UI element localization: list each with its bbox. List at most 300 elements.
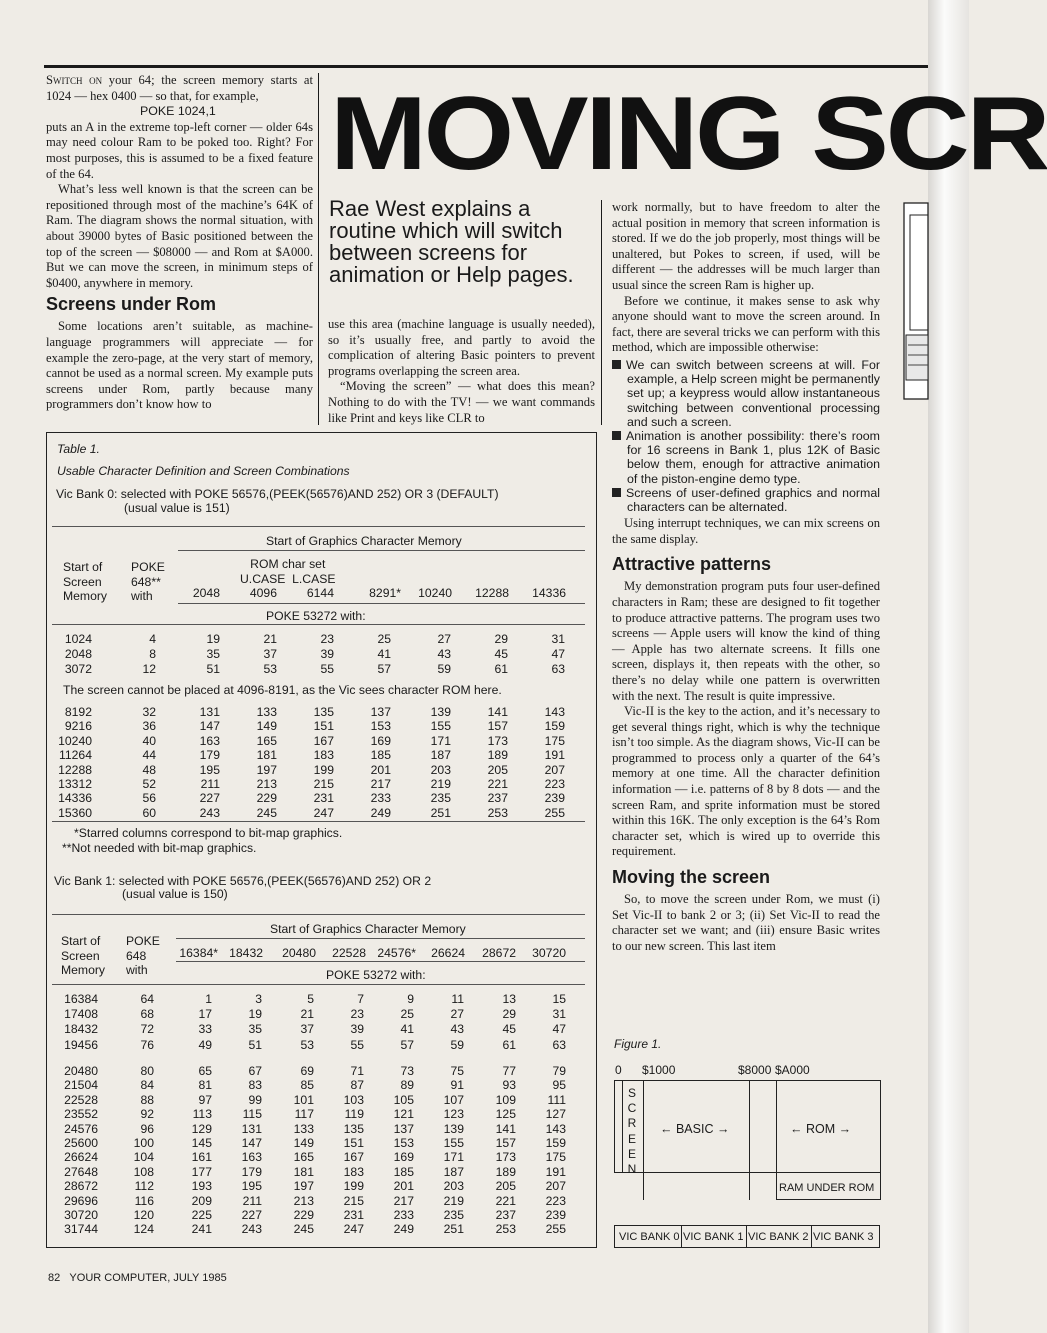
row-value: 179 (241, 1164, 262, 1179)
row-value: 29 (502, 1007, 516, 1022)
row-screen-address: 13312 (58, 777, 92, 791)
article-column-1 (46, 73, 313, 413)
row-value: 181 (293, 1164, 314, 1179)
row-value: 175 (544, 733, 565, 748)
code-line: POKE 1024,1 (140, 104, 216, 119)
row-value: 187 (430, 748, 451, 763)
column-header: 6144 (306, 586, 334, 600)
row-value: 93 (502, 1078, 516, 1093)
row-screen-address: 17408 (64, 1007, 98, 1022)
row-poke648: 112 (134, 1179, 154, 1194)
subheading: Moving the screen (612, 867, 771, 888)
row-value: 55 (350, 1037, 364, 1052)
row-value: 139 (443, 1121, 464, 1136)
bank0-note: The screen cannot be placed at 4096-8191, as the Vic sees character ROM here. (63, 683, 502, 697)
row-value: 243 (241, 1222, 262, 1237)
paragraph: use this area (machine language is usually needed), so it’s usually free, and partly to avoid the complication of altering Basic pointers to prevent programs overlapping the screen area. (328, 317, 595, 378)
row-value: 43 (450, 1022, 464, 1037)
paragraph: What’s less well known is that the screen can be repositioned through most of the machine’s 64K of Ram. The diagram shows the normal situation, with about 39000 bytes of Basic positioned between the top of the screen — $08000 — and Rom at $A000. But we can move the screen, in minimum steps of $0400, anywhere in memory. (46, 182, 313, 290)
vic-bank-2: VIC BANK 2 (748, 1231, 809, 1243)
row-poke648: 64 (140, 992, 154, 1006)
row-value: 157 (495, 1136, 516, 1150)
row-value: 85 (300, 1078, 314, 1093)
row-value: 89 (400, 1078, 414, 1093)
row-poke648: 116 (134, 1193, 154, 1208)
row-value: 213 (256, 777, 277, 791)
bank0-gfx-heading: Start of Graphics Character Memory (266, 534, 462, 548)
row-value: 79 (552, 1064, 566, 1078)
column-header: 4096 (249, 586, 277, 600)
subheading: Attractive patterns (612, 554, 772, 575)
addr-a000: $A000 (775, 1063, 810, 1077)
bullet-list (612, 358, 880, 514)
bullet-icon (612, 360, 621, 369)
row-value: 59 (450, 1037, 464, 1052)
row-screen-address: 8192 (64, 705, 92, 719)
page-number: 82 (48, 1272, 61, 1284)
column-header: 16384* (179, 946, 218, 960)
bank0-heading: Vic Bank 0: selected with POKE 56576,(PEEK(56576)AND 252) OR 3 (DEFAULT) (56, 487, 499, 501)
row-value: 37 (263, 647, 277, 662)
row-value: 245 (256, 805, 277, 820)
row-value: 7 (357, 992, 364, 1006)
row-value: 101 (293, 1092, 314, 1107)
column-header: 20480 (282, 946, 316, 960)
row-value: 205 (495, 1179, 516, 1194)
col-head-poke: POKE 648 with (126, 934, 160, 977)
row-value: 171 (430, 733, 451, 748)
row-value: 165 (293, 1150, 314, 1165)
row-value: 231 (313, 791, 334, 806)
row-screen-address: 27648 (64, 1164, 98, 1179)
row-screen-address: 21504 (64, 1078, 98, 1093)
bank1-gfx-heading: Start of Graphics Character Memory (270, 922, 466, 936)
row-value: 237 (495, 1208, 516, 1222)
row-value: 61 (494, 662, 508, 677)
row-value: 19 (206, 632, 220, 646)
row-value: 191 (544, 748, 565, 763)
row-value: 57 (400, 1037, 414, 1052)
row-screen-address: 23552 (64, 1107, 98, 1122)
row-value: 253 (487, 805, 508, 820)
paragraph: Vic-II is the key to the action, and it’s necessary to get several things right, which is why the technique isn’t too simple. As the diagram shows, Vic-II can be programmed to process only a quarter of the 64’s memory at one time. All the character definition information — i.e. patterns of 8 by 8 dots — and the screen Ram, and sprite information must be stored within this 16K. The only exception is the 64’s Rom character set, which is wired up to override this requirement. (612, 704, 880, 859)
row-screen-address: 22528 (64, 1092, 98, 1107)
row-value: 225 (191, 1208, 212, 1222)
paragraph: puts an A in the extreme top-left corner — older 64s may need colour Ram to be poked too. Right? For most purposes, this is assumed to be a fixed feature of the 64. (46, 119, 313, 181)
row-poke648: 12 (142, 662, 156, 677)
row-value: 247 (343, 1222, 364, 1237)
row-value: 159 (544, 719, 565, 734)
row-value: 151 (343, 1136, 364, 1150)
row-value: 21 (300, 1007, 314, 1022)
row-value: 233 (393, 1208, 414, 1222)
row-value: 187 (443, 1164, 464, 1179)
row-poke648: 4 (149, 632, 156, 646)
row-value: 137 (393, 1121, 414, 1136)
row-value: 189 (495, 1164, 516, 1179)
screen-label: S C R E E N (627, 1086, 637, 1177)
row-value: 233 (370, 791, 391, 806)
row-value: 45 (494, 647, 508, 662)
row-value: 29 (494, 632, 508, 646)
row-value: 3 (255, 992, 262, 1006)
row-value: 217 (393, 1193, 414, 1208)
row-value: 103 (343, 1092, 364, 1107)
row-value: 139 (430, 705, 451, 719)
row-screen-address: 20480 (64, 1064, 98, 1078)
row-poke648: 56 (142, 791, 156, 806)
row-poke648: 76 (140, 1037, 154, 1052)
row-value: 97 (198, 1092, 212, 1107)
row-value: 33 (198, 1022, 212, 1037)
row-value: 67 (248, 1064, 262, 1078)
row-screen-address: 15360 (58, 805, 92, 820)
paragraph (46, 73, 313, 104)
row-value: 229 (293, 1208, 314, 1222)
row-value: 35 (248, 1022, 262, 1037)
column-header: 2048 (192, 586, 220, 600)
row-value: 135 (313, 705, 334, 719)
row-value: 163 (199, 733, 220, 748)
row-value: 243 (199, 805, 220, 820)
row-value: 249 (370, 805, 391, 820)
row-value: 5 (307, 992, 314, 1006)
standfirst: Rae West explains a routine which will switch between screens for animation or Help pages. (329, 196, 574, 287)
row-value: 57 (377, 662, 391, 677)
row-value: 227 (199, 791, 220, 806)
row-value: 169 (393, 1150, 414, 1165)
row-value: 207 (545, 1179, 566, 1194)
row-value: 149 (256, 719, 277, 734)
column-header: 22528 (332, 946, 366, 960)
list-item: Screens of user-defined graphics and normal characters can be alternated. (612, 486, 880, 514)
row-value: 37 (300, 1022, 314, 1037)
row-value: 47 (551, 647, 565, 662)
row-value: 25 (377, 632, 391, 646)
row-value: 27 (437, 632, 451, 646)
row-value: 141 (487, 705, 508, 719)
row-value: 223 (544, 777, 565, 791)
row-value: 189 (487, 748, 508, 763)
row-poke648: 120 (133, 1208, 154, 1222)
list-item: Animation is another possibility: there’s room for 16 screens in Bank 1, plus 12K of Basic below them, enough for attractive animation of the piston-engine demo type. (612, 429, 880, 486)
paragraph: Some locations aren’t suitable, as machine-language programmers will appreciate — for example the zero-page, at the very start of memory, cannot be used as a normal screen. My example puts screens under Rom, partly because many programmers don’t know how to (46, 319, 313, 412)
row-screen-address: 26624 (64, 1150, 98, 1165)
row-value: 87 (350, 1078, 364, 1093)
row-value: 191 (545, 1164, 566, 1179)
row-value: 209 (191, 1193, 212, 1208)
row-value: 71 (350, 1064, 364, 1078)
row-value: 251 (443, 1222, 464, 1237)
row-value: 235 (430, 791, 451, 806)
row-value: 151 (313, 719, 334, 734)
table-caption: Usable Character Definition and Screen Combinations (57, 464, 350, 478)
row-value: 165 (256, 733, 277, 748)
row-value: 35 (206, 647, 220, 662)
row-value: 127 (545, 1107, 566, 1122)
row-value: 219 (443, 1193, 464, 1208)
row-value: 147 (199, 719, 220, 734)
row-value: 145 (191, 1136, 212, 1150)
row-screen-address: 1024 (64, 632, 92, 646)
row-value: 203 (443, 1179, 464, 1194)
row-value: 23 (320, 632, 334, 646)
row-value: 169 (370, 733, 391, 748)
row-value: 255 (545, 1222, 566, 1237)
row-value: 63 (551, 662, 565, 677)
bank0-usual: (usual value is 151) (124, 501, 230, 515)
row-value: 51 (206, 662, 220, 677)
row-poke648: 8 (149, 647, 156, 662)
row-value: 23 (350, 1007, 364, 1022)
row-value: 63 (552, 1037, 566, 1052)
row-value: 211 (200, 777, 220, 791)
row-value: 185 (393, 1164, 414, 1179)
row-screen-address: 11264 (59, 748, 92, 763)
row-screen-address: 18432 (64, 1022, 98, 1037)
row-poke648: 124 (133, 1222, 154, 1237)
row-value: 167 (343, 1150, 364, 1165)
row-value: 195 (241, 1179, 262, 1194)
row-value: 213 (293, 1193, 314, 1208)
row-value: 81 (198, 1078, 212, 1093)
row-value: 27 (450, 1007, 464, 1022)
list-item: We can switch between screens at will. For example, a Help screen might be permanently set up; a keypress would allow instantaneous switching between conventional processing and such a screen. (612, 358, 880, 429)
basic-label: ← BASIC → (660, 1122, 730, 1136)
publication-line: YOUR COMPUTER, JULY 1985 (69, 1272, 227, 1284)
row-screen-address: 31744 (64, 1222, 98, 1237)
row-value: 133 (256, 705, 277, 719)
paragraph: Using interrupt techniques, we can mix screens on the same display. (612, 516, 880, 546)
footnote-1: *Starred columns correspond to bit-map graphics. (74, 826, 343, 840)
row-value: 75 (450, 1064, 464, 1078)
row-value: 121 (393, 1107, 414, 1122)
row-screen-address: 3072 (64, 662, 92, 677)
addr-0: 0 (615, 1063, 622, 1077)
row-value: 73 (400, 1064, 414, 1078)
row-poke648: 40 (142, 733, 156, 748)
row-value: 227 (241, 1208, 262, 1222)
text: your 64; the screen memory starts at 1024 — hex 0400 — so that, for example, (46, 73, 313, 103)
column-header: 18432 (229, 946, 263, 960)
row-value: 173 (495, 1150, 516, 1165)
row-value: 125 (495, 1107, 516, 1122)
row-value: 143 (544, 705, 565, 719)
row-value: 167 (313, 733, 334, 748)
row-poke648: 88 (140, 1092, 154, 1107)
row-value: 171 (443, 1150, 464, 1165)
row-value: 133 (293, 1121, 314, 1136)
row-value: 107 (443, 1092, 464, 1107)
row-value: 159 (545, 1136, 566, 1150)
row-value: 131 (199, 705, 220, 719)
row-value: 241 (191, 1222, 212, 1237)
column-header: 28672 (482, 946, 516, 960)
row-poke648: 68 (140, 1007, 154, 1022)
row-poke648: 100 (133, 1136, 154, 1150)
row-value: 211 (242, 1193, 262, 1208)
row-value: 141 (495, 1121, 516, 1136)
row-value: 207 (544, 762, 565, 777)
row-poke648: 80 (140, 1064, 154, 1078)
bank1-usual: (usual value is 150) (122, 887, 228, 901)
bank1-poke53272: POKE 53272 with: (326, 968, 426, 982)
row-value: 237 (487, 791, 508, 806)
row-value: 55 (320, 662, 334, 677)
column-header: 30720 (532, 946, 566, 960)
row-value: 205 (487, 762, 508, 777)
row-screen-address: 28672 (64, 1179, 98, 1194)
row-value: 153 (370, 719, 391, 734)
row-value: 197 (293, 1179, 314, 1194)
row-value: 39 (350, 1022, 364, 1037)
row-value: 105 (393, 1092, 414, 1107)
row-value: 123 (443, 1107, 464, 1122)
row-poke648: 72 (140, 1022, 154, 1037)
row-value: 109 (495, 1092, 516, 1107)
row-value: 155 (430, 719, 451, 734)
computer-illustration (900, 195, 928, 407)
row-screen-address: 9216 (64, 719, 92, 734)
bullet-icon (612, 431, 621, 440)
row-value: 129 (191, 1121, 212, 1136)
row-value: 49 (198, 1037, 212, 1052)
row-value: 41 (377, 647, 391, 662)
row-value: 231 (343, 1208, 364, 1222)
row-value: 15 (552, 992, 566, 1006)
page-gutter (928, 0, 969, 1333)
row-value: 149 (293, 1136, 314, 1150)
row-value: 53 (263, 662, 277, 677)
row-poke648: 60 (142, 805, 156, 820)
col-head-screen: Start of Screen Memory (61, 934, 106, 977)
row-value: 45 (502, 1022, 516, 1037)
row-screen-address: 24576 (64, 1121, 98, 1136)
row-value: 51 (248, 1037, 262, 1052)
column-header: 8291* (369, 586, 401, 600)
paragraph: Before we continue, it makes sense to ask why anyone should want to move the screen around. In fact, there are several tricks we can perform with this method, which are impossible otherwise: (612, 293, 880, 355)
footnote-2: **Not needed with bit-map graphics. (62, 841, 257, 855)
paragraph: So, to move the screen under Rom, we must (i) Set Vic-II to bank 2 or 3; (ii) Set Vic-II to read the character set we want; and (iii) ensure Basic writes to our new screen. This last item (612, 892, 880, 953)
row-screen-address: 16384 (64, 992, 98, 1006)
row-value: 179 (199, 748, 220, 763)
row-value: 59 (437, 662, 451, 677)
row-value: 185 (370, 748, 391, 763)
row-value: 251 (430, 805, 451, 820)
row-poke648: 32 (142, 705, 156, 719)
row-value: 255 (544, 805, 565, 820)
row-poke648: 48 (142, 762, 156, 777)
row-poke648: 44 (142, 748, 156, 763)
row-value: 83 (248, 1078, 262, 1093)
bank1-heading: Vic Bank 1: selected with POKE 56576,(PEEK(56576)AND 252) OR 2 (54, 874, 432, 888)
paragraph: work normally, but to have freedom to alter the actual position in memory that screen information is stored. If we do the job properly, most things will be unaltered, but Pokes to screen, if used, will be different — the addresses will be much larger than usual since the screen Ram is higher up. (612, 200, 880, 292)
bullet-icon (612, 488, 621, 497)
column-rule (601, 200, 602, 425)
row-value: 181 (256, 748, 277, 763)
row-poke648: 104 (133, 1150, 154, 1165)
row-value: 235 (443, 1208, 464, 1222)
row-value: 95 (552, 1078, 566, 1093)
row-value: 47 (552, 1022, 566, 1037)
row-value: 215 (313, 777, 334, 791)
row-value: 217 (370, 777, 391, 791)
row-value: 99 (248, 1092, 262, 1107)
row-poke648: 108 (133, 1164, 154, 1179)
ram-under-rom-label: RAM UNDER ROM (779, 1182, 875, 1194)
row-value: 163 (241, 1150, 262, 1165)
row-value: 221 (487, 777, 508, 791)
rom-label: ← ROM → (790, 1122, 852, 1136)
col-head-screen: Start of Screen Memory (63, 560, 108, 603)
row-value: 153 (393, 1136, 414, 1150)
row-value: 239 (544, 791, 565, 806)
row-value: 247 (313, 805, 334, 820)
row-value: 253 (495, 1222, 516, 1237)
row-poke648: 92 (140, 1107, 154, 1122)
smallcaps-lead: Switch on (46, 73, 103, 87)
row-value: 199 (343, 1179, 364, 1194)
row-value: 131 (241, 1121, 262, 1136)
row-value: 77 (502, 1064, 516, 1078)
row-value: 9 (407, 992, 414, 1006)
row-value: 197 (256, 762, 277, 777)
row-value: 229 (256, 791, 277, 806)
table-label: Table 1. (57, 442, 100, 456)
row-value: 221 (495, 1193, 516, 1208)
row-screen-address: 2048 (64, 647, 92, 662)
vic-bank-3: VIC BANK 3 (813, 1231, 874, 1243)
row-screen-address: 14336 (58, 791, 92, 806)
col-head-poke: POKE 648** with (131, 560, 165, 603)
addr-1000: $1000 (642, 1063, 676, 1077)
row-screen-address: 10240 (58, 733, 92, 748)
row-value: 119 (344, 1107, 364, 1122)
row-value: 215 (343, 1193, 364, 1208)
row-poke648: 52 (142, 777, 156, 791)
row-value: 137 (370, 705, 391, 719)
row-value: 13 (502, 992, 516, 1006)
row-value: 115 (242, 1107, 262, 1122)
row-poke648: 96 (140, 1121, 154, 1136)
article-column-3 (612, 200, 880, 954)
row-value: 177 (191, 1164, 212, 1179)
column-rule (318, 73, 319, 425)
row-screen-address: 12288 (58, 762, 92, 777)
row-value: 157 (487, 719, 508, 734)
row-value: 239 (545, 1208, 566, 1222)
row-value: 31 (551, 632, 565, 646)
row-value: 41 (400, 1022, 414, 1037)
row-value: 31 (552, 1007, 566, 1022)
row-value: 1 (205, 992, 212, 1006)
row-value: 223 (545, 1193, 566, 1208)
row-value: 135 (343, 1121, 364, 1136)
figure-caption: Figure 1. (614, 1037, 662, 1051)
vic-bank-1: VIC BANK 1 (683, 1231, 744, 1243)
row-value: 69 (300, 1064, 314, 1078)
addr-8000: $8000 (738, 1063, 772, 1077)
row-value: 111 (547, 1092, 566, 1107)
row-value: 117 (294, 1107, 314, 1122)
row-value: 201 (370, 762, 391, 777)
row-value: 61 (502, 1037, 516, 1052)
row-value: 201 (393, 1179, 414, 1194)
row-value: 183 (343, 1164, 364, 1179)
row-value: 155 (443, 1136, 464, 1150)
row-value: 249 (393, 1222, 414, 1237)
headline: MOVING SCR (330, 76, 1047, 192)
